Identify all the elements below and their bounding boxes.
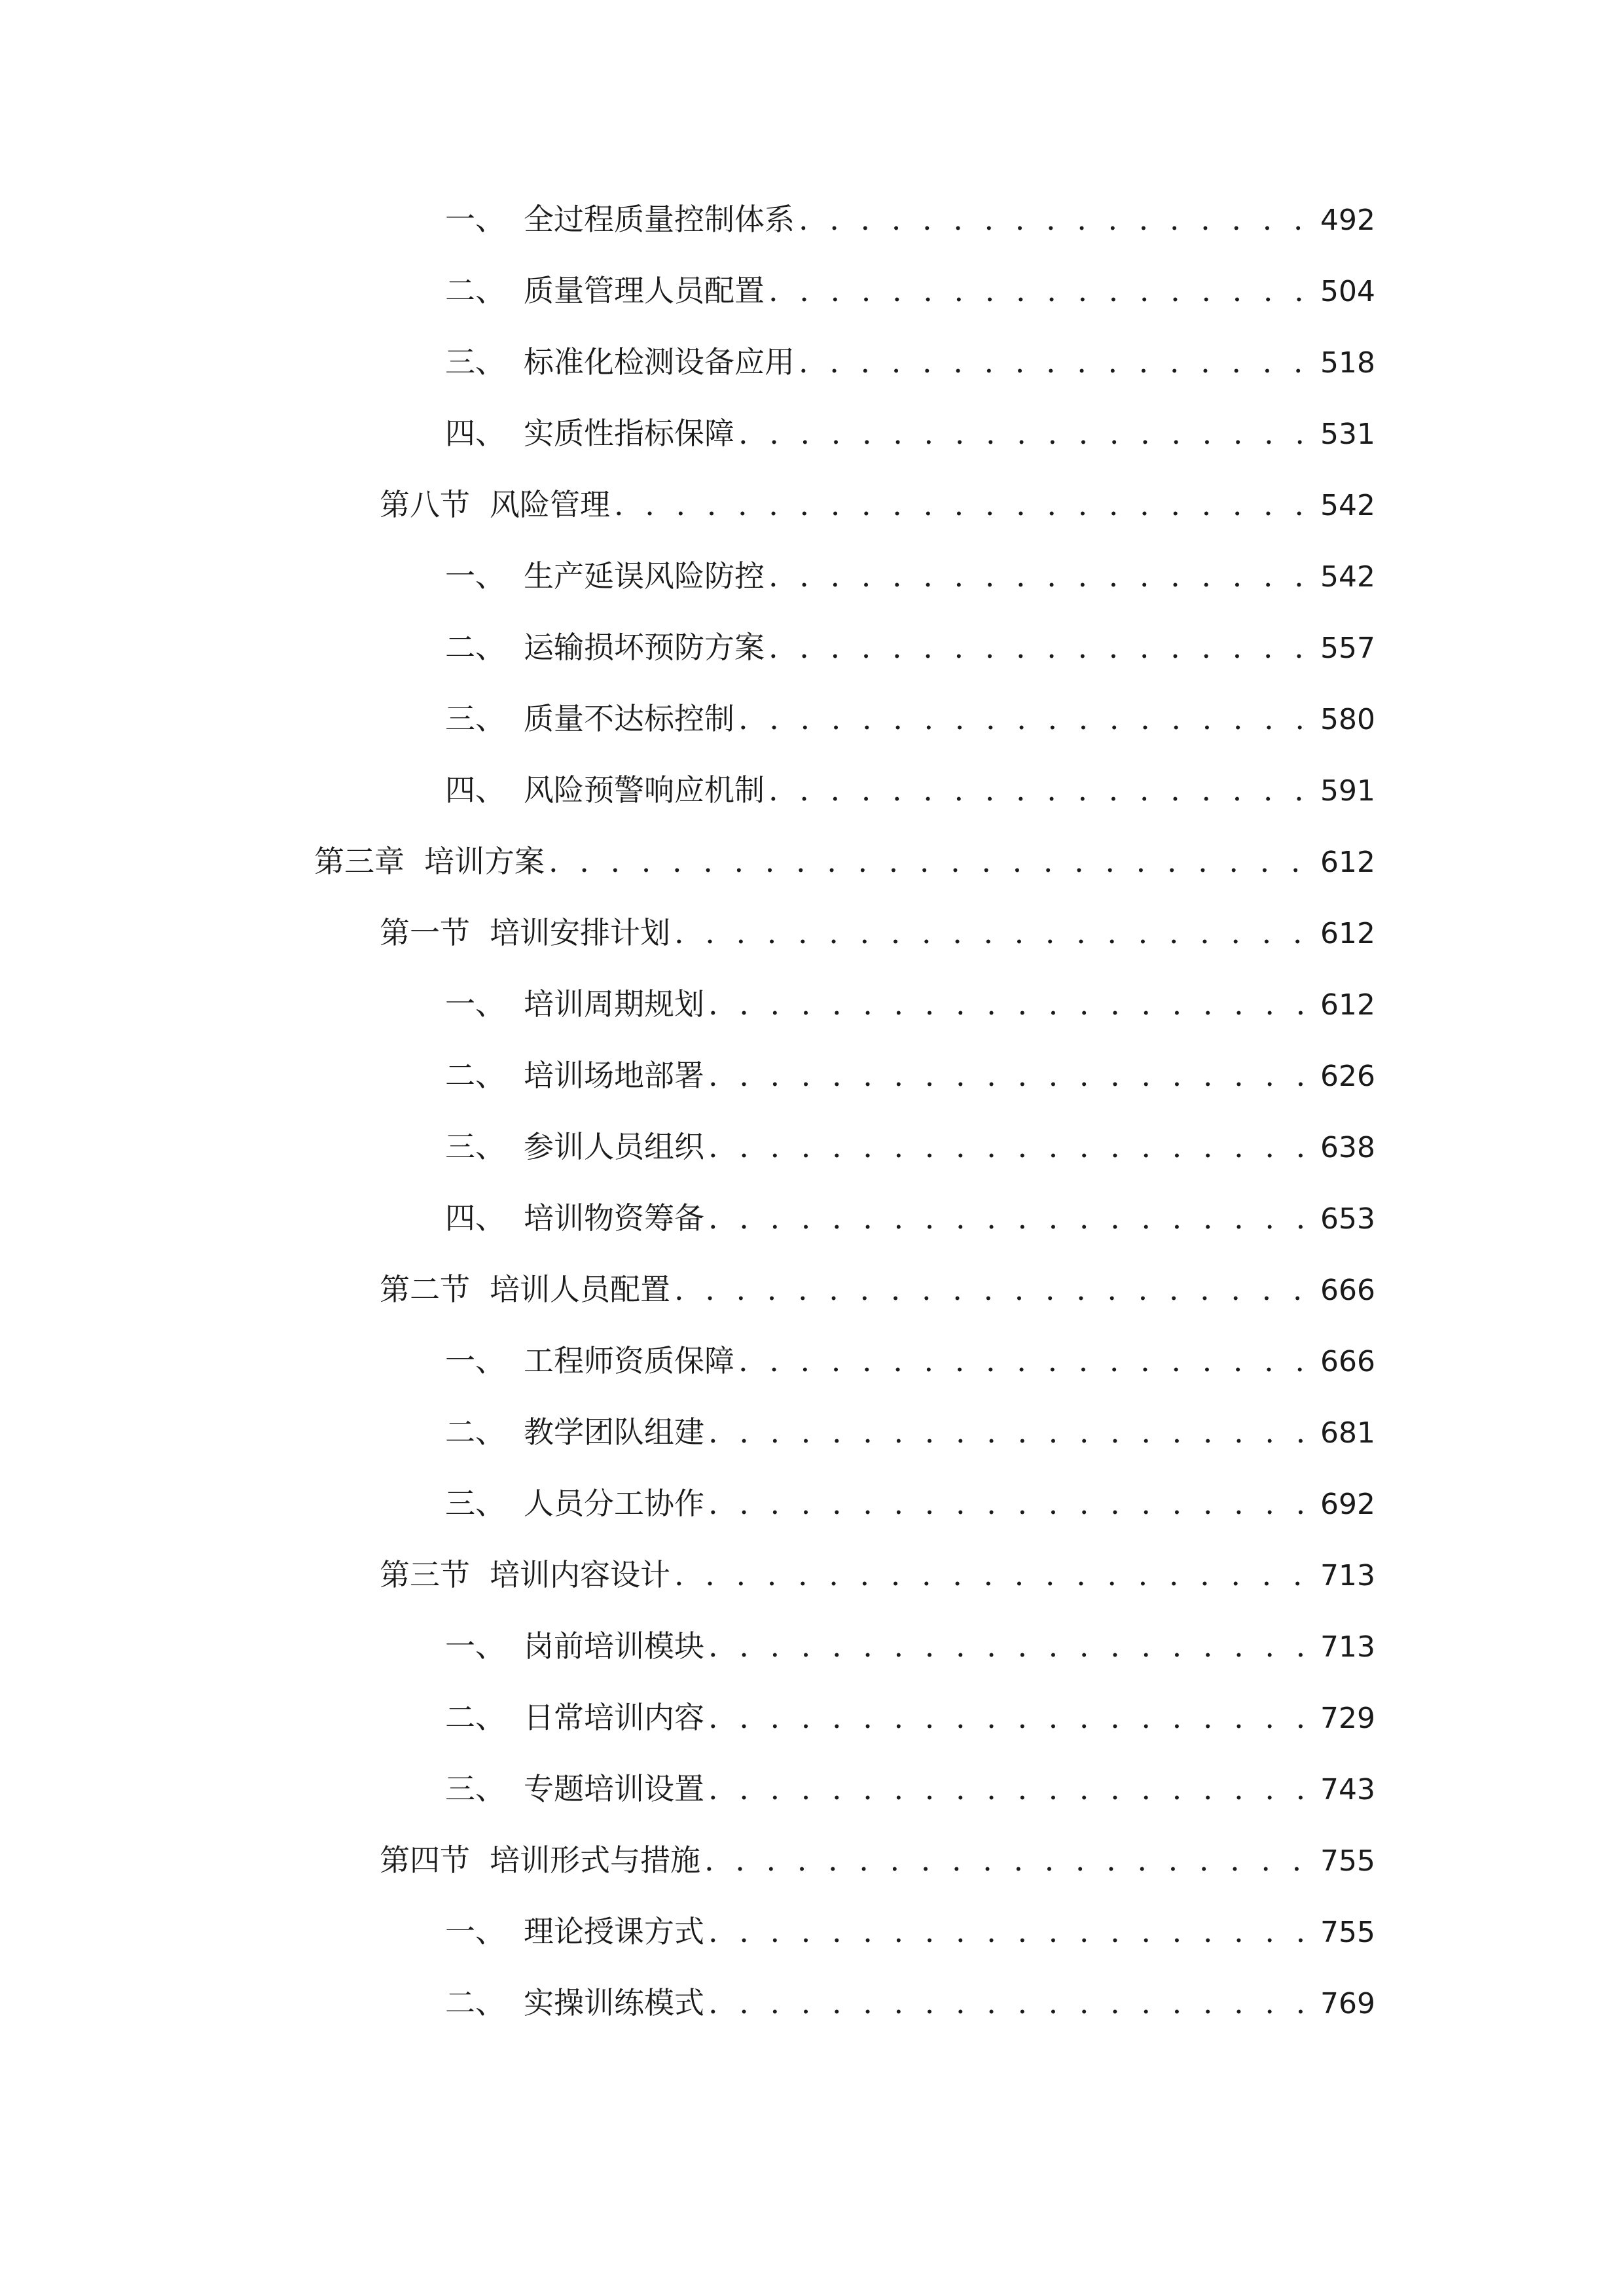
- toc-section-number: 第一节: [380, 915, 470, 950]
- toc-entry-title: 培训物资筹备: [524, 1200, 704, 1236]
- dot-leader: [549, 838, 1308, 884]
- toc-entry-page-number: 638: [1320, 1131, 1375, 1164]
- toc-entry-page-number: 518: [1320, 346, 1375, 380]
- toc-entry-page-number: 557: [1320, 632, 1375, 665]
- toc-entry-number: 一、: [445, 1628, 505, 1664]
- dot-leader: [708, 1195, 1308, 1241]
- toc-entry-title: 实操训练模式: [524, 1985, 704, 2020]
- dot-leader: [708, 1623, 1308, 1669]
- toc-entry[interactable]: [445, 339, 1375, 385]
- dot-leader: [768, 268, 1308, 314]
- toc-entry[interactable]: [445, 624, 1375, 670]
- toc-entry-title: 质量管理人员配置: [524, 273, 765, 308]
- dot-leader: [708, 1766, 1308, 1812]
- dot-leader: [674, 1266, 1308, 1312]
- dot-leader: [768, 624, 1308, 670]
- dot-leader: [674, 910, 1308, 956]
- toc-entry[interactable]: [445, 767, 1375, 813]
- toc-entry-page-number: 542: [1320, 489, 1375, 522]
- toc-entry-number: 二、: [445, 1985, 505, 2020]
- dot-leader: [738, 696, 1308, 742]
- toc-entry-number: 一、: [445, 202, 505, 237]
- toc-entry-title: 标准化检测设备应用: [524, 344, 795, 380]
- toc-entry-number: 二、: [445, 630, 505, 665]
- toc-section-title: 培训形式与措施: [490, 1842, 700, 1878]
- toc-entry-title: 参训人员组织: [524, 1129, 704, 1164]
- toc-chapter-title: 培训方案: [424, 844, 545, 879]
- toc-section-title: 培训内容设计: [490, 1557, 670, 1592]
- toc-entry-number: 二、: [445, 1414, 505, 1450]
- toc-entry-title: 运输损坏预防方案: [524, 630, 765, 665]
- toc-entry-number: 二、: [445, 1700, 505, 1735]
- toc-entry-number: 一、: [445, 558, 505, 594]
- toc-entry[interactable]: [445, 696, 1375, 742]
- dot-leader: [708, 1695, 1308, 1740]
- toc-entry-page-number: 504: [1320, 275, 1375, 308]
- toc-section-entry[interactable]: [380, 1552, 1375, 1598]
- dot-leader: [708, 1124, 1308, 1170]
- toc-entry-page-number: 755: [1320, 1916, 1375, 1949]
- toc-entry-title: 人员分工协作: [524, 1486, 704, 1521]
- toc-entry-page-number: 713: [1320, 1630, 1375, 1664]
- toc-section-title: 培训安排计划: [490, 915, 670, 950]
- toc-entry-number: 一、: [445, 986, 505, 1022]
- toc-entry[interactable]: [445, 1338, 1375, 1384]
- toc-entry-title: 质量不达标控制: [524, 701, 734, 736]
- toc-entry-number: 四、: [445, 1200, 505, 1236]
- dot-leader: [738, 1338, 1308, 1384]
- dot-leader: [704, 1837, 1308, 1883]
- toc-entry[interactable]: [445, 1695, 1375, 1740]
- toc-section-title: 培训人员配置: [490, 1272, 670, 1307]
- toc-entry-number: 一、: [445, 1914, 505, 1949]
- toc-entry-page-number: 743: [1320, 1773, 1375, 1806]
- toc-section-entry[interactable]: [380, 1837, 1375, 1883]
- dot-leader: [799, 339, 1308, 385]
- dot-leader: [768, 553, 1308, 599]
- toc-entry-title: 日常培训内容: [524, 1700, 704, 1735]
- toc-entry-page-number: 580: [1320, 703, 1375, 736]
- toc-entry[interactable]: [445, 1623, 1375, 1669]
- toc-entry-title: 培训周期规划: [524, 986, 704, 1022]
- toc-entry-title: 实质性指标保障: [524, 416, 734, 451]
- toc-entry-page-number: 666: [1320, 1345, 1375, 1378]
- toc-entry-number: 三、: [445, 344, 505, 380]
- toc-entry-page-number: 542: [1320, 560, 1375, 594]
- toc-entry-page-number: 612: [1320, 917, 1375, 950]
- toc-entry-page-number: 729: [1320, 1702, 1375, 1735]
- toc-entry-number: 三、: [445, 1771, 505, 1806]
- toc-entry[interactable]: [445, 1909, 1375, 1954]
- toc-chapter-entry[interactable]: [314, 838, 1375, 884]
- toc-entry[interactable]: [445, 1052, 1375, 1098]
- toc-entry-number: 一、: [445, 1343, 505, 1378]
- toc-entry-page-number: 531: [1320, 418, 1375, 451]
- toc-entry-number: 四、: [445, 416, 505, 451]
- toc-entry-title: 全过程质量控制体系: [524, 202, 795, 237]
- toc-chapter-number: 第三章: [314, 844, 405, 879]
- dot-leader: [799, 196, 1308, 242]
- toc-entry-page-number: 755: [1320, 1844, 1375, 1878]
- toc-section-entry[interactable]: [380, 1266, 1375, 1312]
- toc-entry-title: 生产延误风险防控: [524, 558, 765, 594]
- toc-entry-title: 理论授课方式: [524, 1914, 704, 1949]
- toc-entry-page-number: 612: [1320, 988, 1375, 1022]
- dot-leader: [708, 1480, 1308, 1526]
- dot-leader: [708, 1052, 1308, 1098]
- toc-entry-number: 二、: [445, 1058, 505, 1093]
- toc-entry-number: 三、: [445, 701, 505, 736]
- toc-entry-page-number: 692: [1320, 1488, 1375, 1521]
- toc-entry-page-number: 492: [1320, 204, 1375, 237]
- dot-leader: [614, 482, 1308, 528]
- toc-entry[interactable]: [445, 1480, 1375, 1526]
- toc-entry[interactable]: [445, 553, 1375, 599]
- toc-entry-page-number: 666: [1320, 1274, 1375, 1307]
- toc-section-entry[interactable]: [380, 482, 1375, 528]
- toc-entry[interactable]: [445, 1980, 1375, 2026]
- toc-entry-number: 四、: [445, 772, 505, 808]
- toc-entry-page-number: 681: [1320, 1416, 1375, 1450]
- toc-section-number: 第四节: [380, 1842, 470, 1878]
- toc-entry-title: 岗前培训模块: [524, 1628, 704, 1664]
- toc-section-number: 第八节: [380, 487, 470, 522]
- toc-entry-title: 培训场地部署: [524, 1058, 704, 1093]
- toc-entry-page-number: 626: [1320, 1060, 1375, 1093]
- toc-entry[interactable]: [445, 410, 1375, 456]
- dot-leader: [674, 1552, 1308, 1598]
- toc-entry-number: 二、: [445, 273, 505, 308]
- toc-entry-page-number: 653: [1320, 1202, 1375, 1236]
- toc-entry-title: 专题培训设置: [524, 1771, 704, 1806]
- toc-section-number: 第二节: [380, 1272, 470, 1307]
- toc-entry[interactable]: [445, 1195, 1375, 1241]
- dot-leader: [708, 1409, 1308, 1455]
- toc-entry[interactable]: [445, 1766, 1375, 1812]
- toc-entry-page-number: 713: [1320, 1559, 1375, 1592]
- toc-section-entry[interactable]: [380, 910, 1375, 956]
- dot-leader: [738, 410, 1308, 456]
- toc-entry-number: 三、: [445, 1486, 505, 1521]
- toc-entry-title: 工程师资质保障: [524, 1343, 734, 1378]
- toc-entry-page-number: 769: [1320, 1987, 1375, 2020]
- dot-leader: [768, 767, 1308, 813]
- toc-entry[interactable]: [445, 981, 1375, 1027]
- toc-section-number: 第三节: [380, 1557, 470, 1592]
- dot-leader: [708, 981, 1308, 1027]
- toc-entry[interactable]: [445, 1409, 1375, 1455]
- toc-section-title: 风险管理: [490, 487, 610, 522]
- dot-leader: [708, 1980, 1308, 2026]
- toc-entry-number: 三、: [445, 1129, 505, 1164]
- toc-entry-page-number: 612: [1320, 846, 1375, 879]
- toc-entry[interactable]: [445, 268, 1375, 314]
- toc-entry[interactable]: [445, 196, 1375, 242]
- dot-leader: [708, 1909, 1308, 1954]
- toc-entry-title: 教学团队组建: [524, 1414, 704, 1450]
- toc-entry-page-number: 591: [1320, 774, 1375, 808]
- toc-entry-title: 风险预警响应机制: [524, 772, 765, 808]
- toc-entry[interactable]: [445, 1124, 1375, 1170]
